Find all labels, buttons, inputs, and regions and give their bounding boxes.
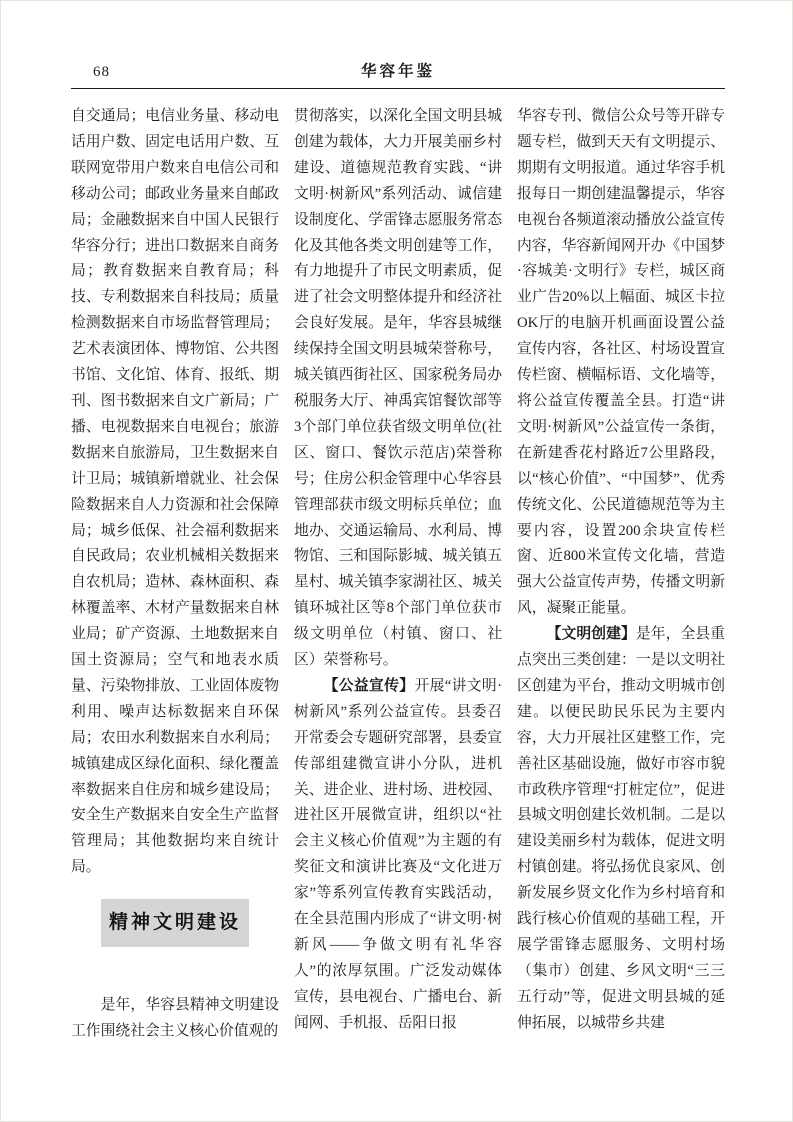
page-body xyxy=(71,104,725,1045)
column-2 xyxy=(294,104,502,1045)
paragraph-civilization-creation xyxy=(517,622,725,1037)
entry-text-public-welfare: 开展“讲文明·树新风”系列公益宣传。县委召开常委会专题研究部署，县委宣传部组建微宣讲小分队，进机关、进企业、进村场、进校园、进社区开展微宣讲，组织以“社会主义核心价值观”为主题的有奖征文和演讲比赛及“文化进万家”等系列宣传教育实践活动，在全县范围内形成了“讲文明·树新风——争做文明有礼华容人”的浓厚氛围。广泛发动媒体宣传，县电视台、广播电台、新闻网、手机报、岳阳日报 xyxy=(294,677,502,1031)
journal-title: 华容年鉴 xyxy=(360,63,435,80)
page-number: 68 xyxy=(93,64,110,80)
page-header xyxy=(71,55,725,89)
paragraph-public-welfare xyxy=(294,674,502,1037)
entry-tag-civilization-creation: 【文明创建】 xyxy=(546,626,636,643)
paragraph-intro: 是年，华容县精神文明建设工作围绕社会主义核心价值观的 xyxy=(71,997,279,1040)
section-heading-box xyxy=(101,899,249,947)
paragraph-data-sources: 自交通局；电信业务量、移动电话用户数、固定电话用户数、互联网宽带用户数来自电信公司和移动公司；邮政业务量来自邮政局；金融数据来自中国人民银行华容分行；进出口数据来自商务局；教育数据来自教育局；科技、专利数据来自科技局；质量检测数据来自市场监督管理局；艺术表演团体、博物馆、公共图书馆、文化馆、体育、报纸、期刊、图书数据来自文广新局；广播、电视数据来自电视台；旅游数据来自旅游局，卫生数据来自计卫局；城镇新增就业、社会保险数据来自人力资源和社会保障局；城乡低保、社会福利数据来自民政局；农业机械相关数据来自农机局；造林、森林面积、森林覆盖率、木材产量数据来自林业局；矿产资源、土地数据来自国土资源局；空气和地表水质量、污染物排放、工业固体废物利用、噪声达标数据来自环保局；农田水利数据来自水利局；城镇建成区绿化面积、绿化覆盖率数据来自住房和城乡建设局；安全生产数据来自安全生产监督管理局；其他数据均来自统计局。 xyxy=(71,108,279,876)
column-3 xyxy=(517,104,725,1045)
entry-text-civilization-creation: 是年，全县重点突出三类创建：一是以文明社区创建为平台，推动文明城市创建。以便民助民乐民为主要内容，大力开展社区建整工作，完善社区基础设施，做好市容市貌市政秩序管理“打桩定位”，促进县城文明创建长效机制。二是以建设美丽乡村为载体，促进文明村镇创建。将弘扬优良家风、创新发展乡贤文化作为乡村培育和践行核心价值观的基础工程，开展学雷锋志愿服务、文明村场（集市）创建、乡风文明“三三五行动”等，促进文明县城的延伸拓展，以城带乡共建 xyxy=(517,626,725,1031)
paragraph-continuation: 华容专刊、微信公众号等开辟专题专栏，做到天天有文明提示、期期有文明报道。通过华容手机报每日一期创建温馨提示，华容电视台各频道滚动播放公益宣传内容，华容新闻网开办《中国梦·容城美·文明行》专栏，城区商业广告20%以上幅面、城区卡拉OK厅的电脑开机画面设置公益宣传内容，各社区、村场设置宣传栏窗、横幅标语、文化墙等，将公益宣传覆盖全县。打造“讲文明·树新风”公益宣传一条街，在新建香花村路近7公里路段，以“核心价值”、“中国梦”、优秀传统文化、公民道德规范等为主要内容，设置200余块宣传栏窗、近800米宣传文化墙，营造强大公益宣传声势，传播文明新风，凝聚正能量。 xyxy=(517,108,725,617)
paragraph-continuation: 贯彻落实，以深化全国文明县城创建为载体，大力开展美丽乡村建设、道德规范教育实践、“讲文明·树新风”系列活动、诚信建设制度化、学雷锋志愿服务常态化及其他各类文明创建等工作，有力地提升了市民文明素质，促进了社会文明整体提升和经济社会良好发展。是年，华容县城继续保持全国文明县城荣誉称号，城关镇西街社区、国家税务局办税服务大厅、神禹宾馆餐饮部等3个部门单位获省级文明单位(社区、窗口、餐饮示范店)荣誉称号；住房公积金管理中心华容县管理部获市级文明标兵单位；血地办、交通运输局、水利局、博物馆、三和国际影城、城关镇五星村、城关镇李家湖社区、城关镇环城社区等8个部门单位获市级文明单位（村镇、窗口、社区）荣誉称号。 xyxy=(294,108,502,669)
entry-tag-public-welfare: 【公益宣传】 xyxy=(323,677,415,694)
section-heading: 精神文明建设 xyxy=(108,912,241,934)
column-1 xyxy=(71,104,279,1045)
